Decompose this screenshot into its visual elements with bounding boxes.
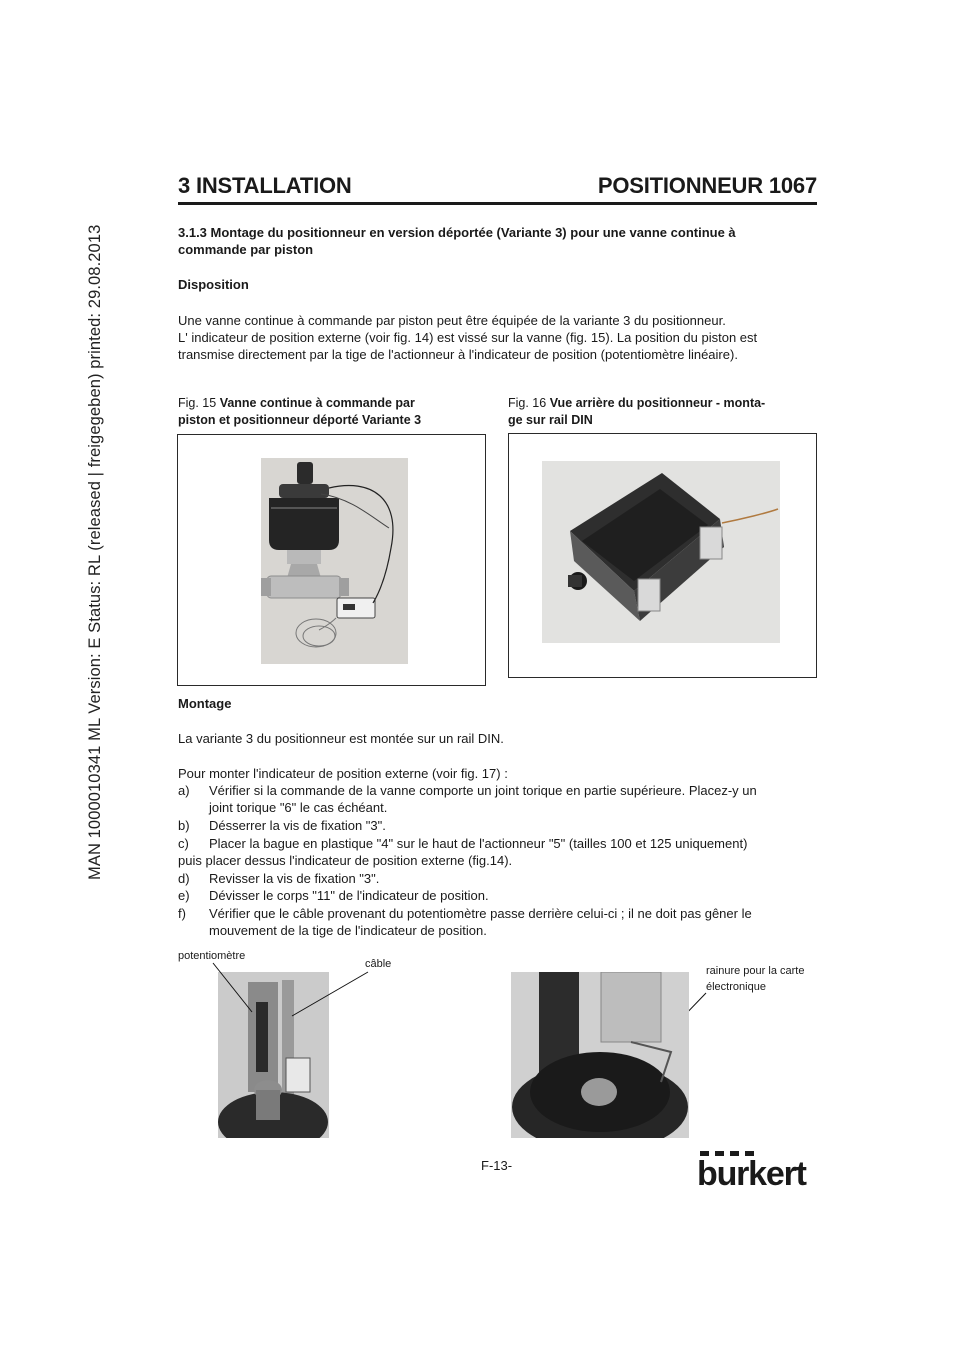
step-f-text-2: mouvement de la tige de l'indicateur de position.	[209, 923, 487, 938]
step-e-text-1: Dévisser le corps "11" de l'indicateur de position.	[209, 888, 489, 903]
step-b-key: b)	[178, 818, 190, 833]
step-f-key: f)	[178, 906, 186, 921]
label-cable: câble	[365, 958, 392, 970]
step-c-text-1: Placer la bague en plastique "4" sur le haut de l'actionneur "5" (tailles 100 et 125 uniquement)	[209, 836, 748, 851]
fig16-title: Vue arrière du positionneur - monta-	[549, 396, 766, 410]
fig17-right-photo	[511, 972, 689, 1138]
fig15-caption-line-2: piston et positionneur déporté Variante 3	[178, 413, 422, 427]
electronic-slot-illustration	[511, 972, 689, 1138]
page-number: F-13-	[481, 1158, 513, 1173]
label-rainure-1: rainure pour la carte	[706, 965, 805, 977]
fig15-title: Vanne continue à commande par	[219, 396, 415, 410]
disposition-para-line-3: transmise directement par la tige de l'actionneur à l'indicateur de position (potentiomètre linéaire).	[178, 347, 738, 362]
label-rainure-2: électronique	[706, 981, 766, 993]
fig15-prefix: Fig. 15	[178, 396, 220, 410]
step-e-key: e)	[178, 888, 190, 903]
montage-heading: Montage	[178, 696, 232, 711]
step-a-key: a)	[178, 783, 190, 798]
step-c-key: c)	[178, 836, 189, 851]
step-a-text-2: joint torique "6" le cas échéant.	[209, 800, 388, 815]
step-d-text-1: Revisser la vis de fixation "3".	[209, 871, 380, 886]
disposition-para-line-1: Une vanne continue à commande par piston peut être équipée de la variante 3 du positionneur.	[178, 313, 726, 328]
step-b-text-1: Désserrer la vis de fixation "3".	[209, 818, 386, 833]
section-title-line-2: commande par piston	[178, 242, 314, 257]
step-a-text-1: Vérifier si la commande de la vanne comporte un joint torique en partie supérieure. Placez-y un	[209, 783, 757, 798]
fig16-prefix: Fig. 16	[508, 396, 550, 410]
fig16-caption-line-2: ge sur rail DIN	[508, 413, 593, 427]
step-f-text-1: Vérifier que le câble provenant du potentiomètre passe derrière celui-ci ; il ne doit pas gêner le	[209, 906, 752, 921]
montage-intro: La variante 3 du positionneur est montée sur un rail DIN.	[178, 731, 504, 746]
chapter-title: 3 INSTALLATION	[178, 173, 352, 198]
section-title-line-1: 3.1.3 Montage du positionneur en version déportée (Variante 3) pour une vanne continue à	[178, 225, 736, 240]
burkert-logo	[697, 1151, 818, 1195]
disposition-para-line-2: L' indicateur de position externe (voir fig. 14) est vissé sur la vanne (fig. 15). La position du piston est	[178, 330, 758, 345]
step-c-text-2: puis placer dessus l'indicateur de position externe (fig.14).	[178, 853, 513, 868]
logo-wordmark: burkert	[697, 1155, 806, 1193]
document-status-sidebar: MAN 1000010341 ML Version: E Status: RL (released | freigegeben) printed: 29.08.2013	[86, 224, 104, 880]
montage-lead: Pour monter l'indicateur de position externe (voir fig. 17) :	[178, 766, 508, 781]
product-title: POSITIONNEUR 1067	[597, 173, 817, 198]
label-potentiometre: potentiomètre	[178, 950, 246, 962]
disposition-heading: Disposition	[178, 277, 249, 292]
step-d-key: d)	[178, 871, 190, 886]
